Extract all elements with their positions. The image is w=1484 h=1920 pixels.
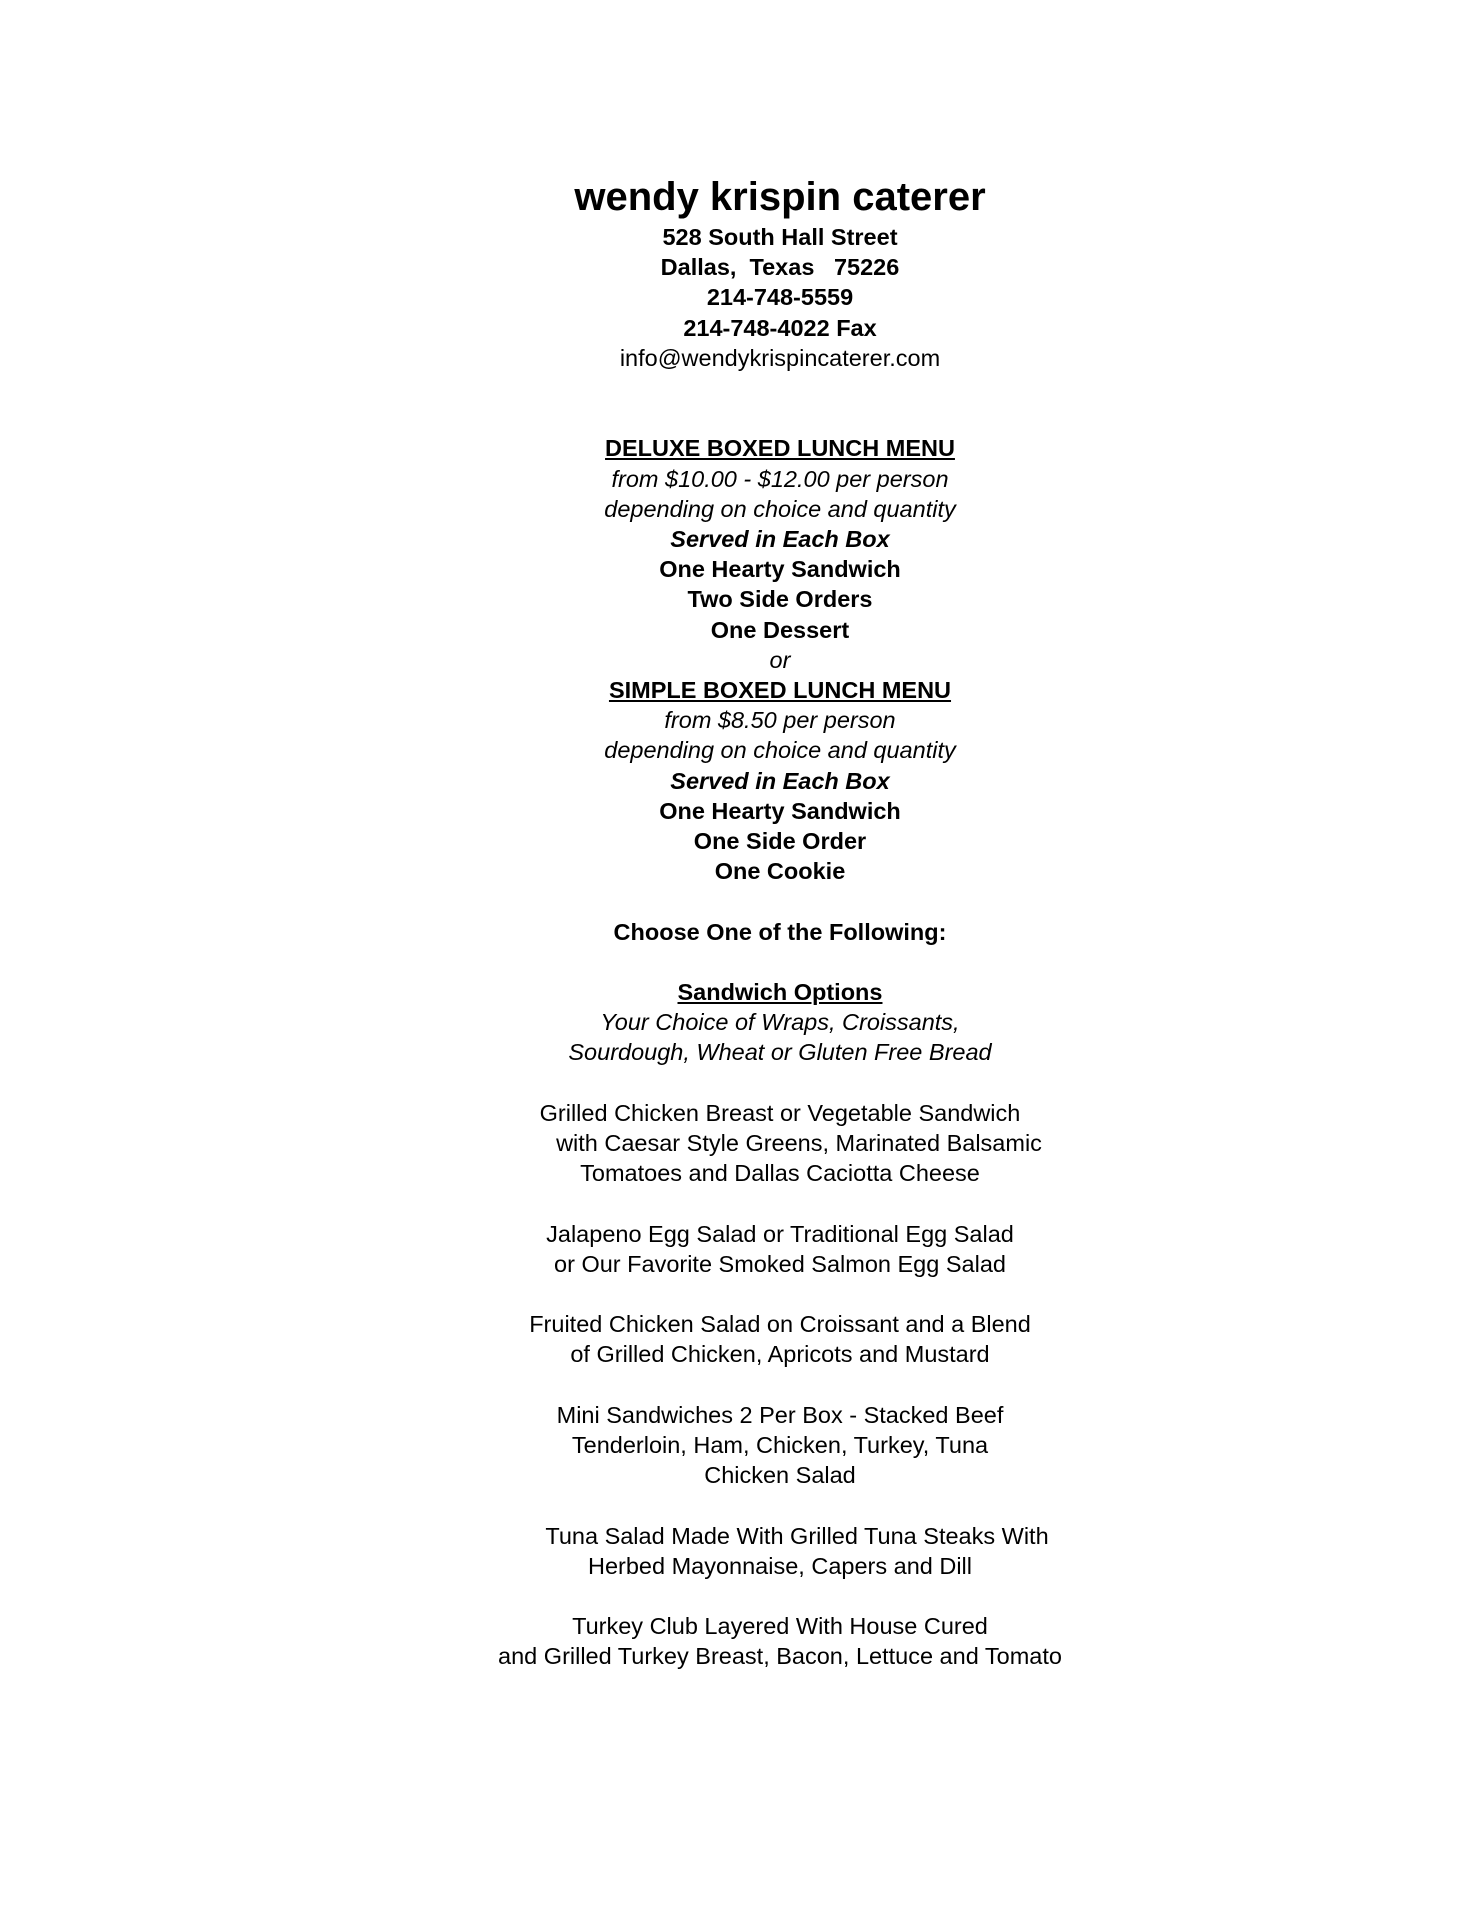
sandwich-option bbox=[480, 1098, 1080, 1189]
sandwich-option bbox=[480, 1521, 1080, 1581]
city-state-zip: Dallas, Texas 75226 bbox=[660, 254, 900, 281]
sandwich-option-line: and Grilled Turkey Breast, Bacon, Lettuce and Tomato bbox=[498, 1643, 1062, 1670]
sandwich-option-line: of Grilled Chicken, Apricots and Mustard bbox=[570, 1341, 990, 1368]
fax-number: 214-748-4022 Fax bbox=[683, 314, 877, 341]
sandwich-option bbox=[480, 1400, 1080, 1491]
spacer bbox=[480, 1581, 1080, 1611]
sandwich-option-line: Tomatoes and Dallas Caciotta Cheese bbox=[580, 1160, 980, 1187]
deluxe-item: One Dessert bbox=[710, 616, 850, 643]
spacer bbox=[480, 1188, 1080, 1218]
sandwich-option-line: Chicken Salad bbox=[704, 1462, 856, 1489]
simple-heading: SIMPLE BOXED LUNCH MENU bbox=[608, 677, 952, 704]
simple-item: One Side Order bbox=[693, 828, 867, 855]
simple-item: One Cookie bbox=[714, 858, 846, 885]
menu-separator: or bbox=[769, 646, 791, 673]
sandwich-option-line: with Caesar Style Greens, Marinated Balsamic bbox=[556, 1130, 1042, 1157]
spacer bbox=[480, 886, 1080, 916]
spacer bbox=[480, 1279, 1080, 1309]
sandwich-option-line: Fruited Chicken Salad on Croissant and a Blend bbox=[529, 1311, 1031, 1338]
simple-price: from $8.50 per person bbox=[664, 707, 896, 734]
email-address: info@wendykrispincaterer.com bbox=[619, 344, 941, 371]
deluxe-menu-section bbox=[480, 433, 1080, 644]
deluxe-price: from $10.00 - $12.00 per person bbox=[611, 465, 949, 492]
sandwich-option-line: or Our Favorite Smoked Salmon Egg Salad bbox=[554, 1250, 1006, 1277]
deluxe-item: One Hearty Sandwich bbox=[659, 556, 901, 583]
simple-price-note: depending on choice and quantity bbox=[604, 737, 956, 764]
letterhead bbox=[480, 172, 1080, 373]
deluxe-price-note: depending on choice and quantity bbox=[604, 495, 956, 522]
sandwich-option bbox=[480, 1219, 1080, 1279]
street-address: 528 South Hall Street bbox=[662, 224, 898, 250]
sandwich-option-line: Grilled Chicken Breast or Vegetable Sandwich bbox=[539, 1099, 1021, 1126]
sandwich-option-line: Turkey Club Layered With House Cured bbox=[572, 1613, 988, 1640]
sandwich-option bbox=[480, 1611, 1080, 1671]
sandwich-option-line: Jalapeno Egg Salad or Traditional Egg Salad bbox=[546, 1220, 1014, 1247]
simple-item: One Hearty Sandwich bbox=[659, 797, 901, 824]
choose-heading: Choose One of the Following: bbox=[613, 918, 947, 945]
sandwich-option-line: Mini Sandwiches 2 Per Box - Stacked Beef bbox=[556, 1401, 1004, 1428]
sandwich-option-line: Tuna Salad Made With Grilled Tuna Steaks With bbox=[545, 1522, 1049, 1549]
spacer bbox=[480, 1370, 1080, 1400]
phone-number: 214-748-5559 bbox=[706, 284, 854, 311]
sandwich-options-section bbox=[480, 977, 1080, 1672]
bread-choice-line: Your Choice of Wraps, Croissants, bbox=[600, 1009, 960, 1036]
spacer bbox=[480, 947, 1080, 977]
spacer bbox=[480, 1068, 1080, 1098]
deluxe-heading: DELUXE BOXED LUNCH MENU bbox=[605, 435, 955, 462]
simple-served-heading: Served in Each Box bbox=[670, 767, 890, 794]
spacer bbox=[480, 373, 1080, 433]
deluxe-item: Two Side Orders bbox=[687, 586, 873, 613]
spacer bbox=[480, 1490, 1080, 1520]
bread-choice-line: Sourdough, Wheat or Gluten Free Bread bbox=[568, 1039, 992, 1066]
sandwich-options-heading: Sandwich Options bbox=[677, 979, 883, 1006]
company-name: wendy krispin caterer bbox=[574, 175, 986, 219]
sandwich-option bbox=[480, 1309, 1080, 1369]
deluxe-served-heading: Served in Each Box bbox=[670, 526, 890, 553]
simple-menu-section bbox=[480, 675, 1080, 886]
sandwich-option-line: Herbed Mayonnaise, Capers and Dill bbox=[587, 1552, 973, 1579]
sandwich-option-line: Tenderloin, Ham, Chicken, Turkey, Tuna bbox=[571, 1432, 989, 1459]
menu-column bbox=[480, 172, 1080, 1672]
